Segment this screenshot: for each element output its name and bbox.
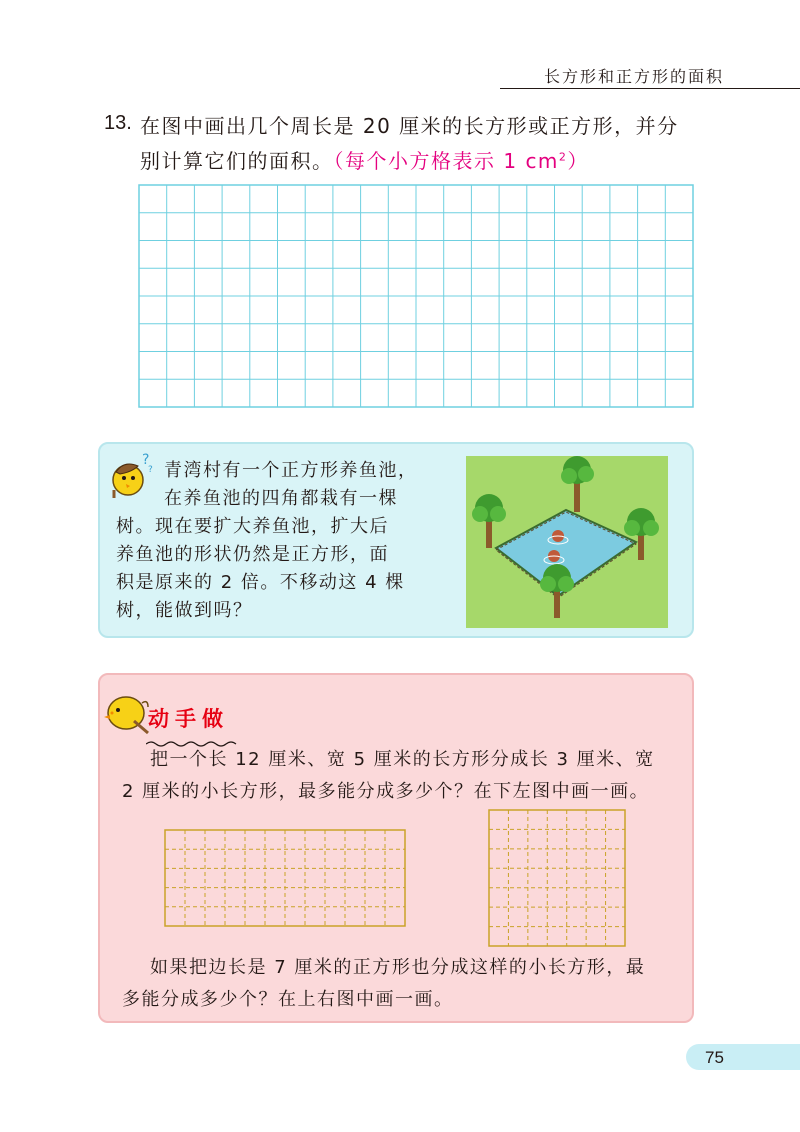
question-number: 13. — [104, 112, 132, 134]
puzzle-box — [98, 442, 694, 638]
puzzle-line-1: 青湾村有一个正方形养鱼池， — [164, 460, 418, 481]
svg-text:?: ? — [148, 465, 153, 475]
chick-pencil-icon — [104, 691, 150, 739]
puzzle-line-2: 在养鱼池的四角都栽有一棵 — [164, 488, 398, 509]
activity-para1-line1: 把一个长 12 厘米、宽 5 厘米的长方形分成长 3 厘米、宽 — [150, 749, 655, 770]
question-line-2-text: 别计算它们的面积。 — [140, 149, 334, 173]
activity-para2-line1: 如果把边长是 7 厘米的正方形也分成这样的小长方形，最 — [150, 957, 646, 978]
fish-pond-illustration — [466, 456, 668, 628]
activity-box — [98, 673, 694, 1023]
header-rule — [500, 88, 800, 89]
question-line-2 — [140, 145, 589, 174]
thinking-chick-icon — [106, 450, 156, 504]
page-tab — [686, 1044, 800, 1070]
puzzle-line-4: 养鱼池的形状仍然是正方形，面 — [116, 544, 389, 565]
puzzle-line-6: 树，能做到吗？ — [116, 600, 253, 621]
svg-text:?: ? — [142, 452, 150, 468]
puzzle-line-3: 树。现在要扩大养鱼池，扩大后 — [116, 516, 389, 537]
grid-border — [489, 810, 625, 946]
question-hint: （每个小方格表示 1 $cm^2$） — [333, 149, 589, 173]
question-line-1: 在图中画出几个周长是 20 厘米的长方形或正方形，并分 — [140, 114, 679, 138]
activity-para2-line2: 多能分成多少个？在上右图中画一画。 — [122, 989, 454, 1010]
activity-para1-line2: 2 厘米的小长方形，最多能分成多少个？在下左图中画一画。 — [122, 781, 650, 802]
left-grid[interactable] — [164, 829, 408, 933]
drawing-grid[interactable] — [138, 184, 694, 408]
puzzle-line-5: 积是原来的 2 倍。不移动这 4 棵 — [116, 572, 405, 593]
page-number: 75 — [705, 1048, 724, 1067]
right-grid[interactable] — [488, 809, 628, 953]
header-title: 长方形和正方形的面积 — [543, 67, 724, 86]
activity-title: 动手做 — [148, 707, 229, 731]
